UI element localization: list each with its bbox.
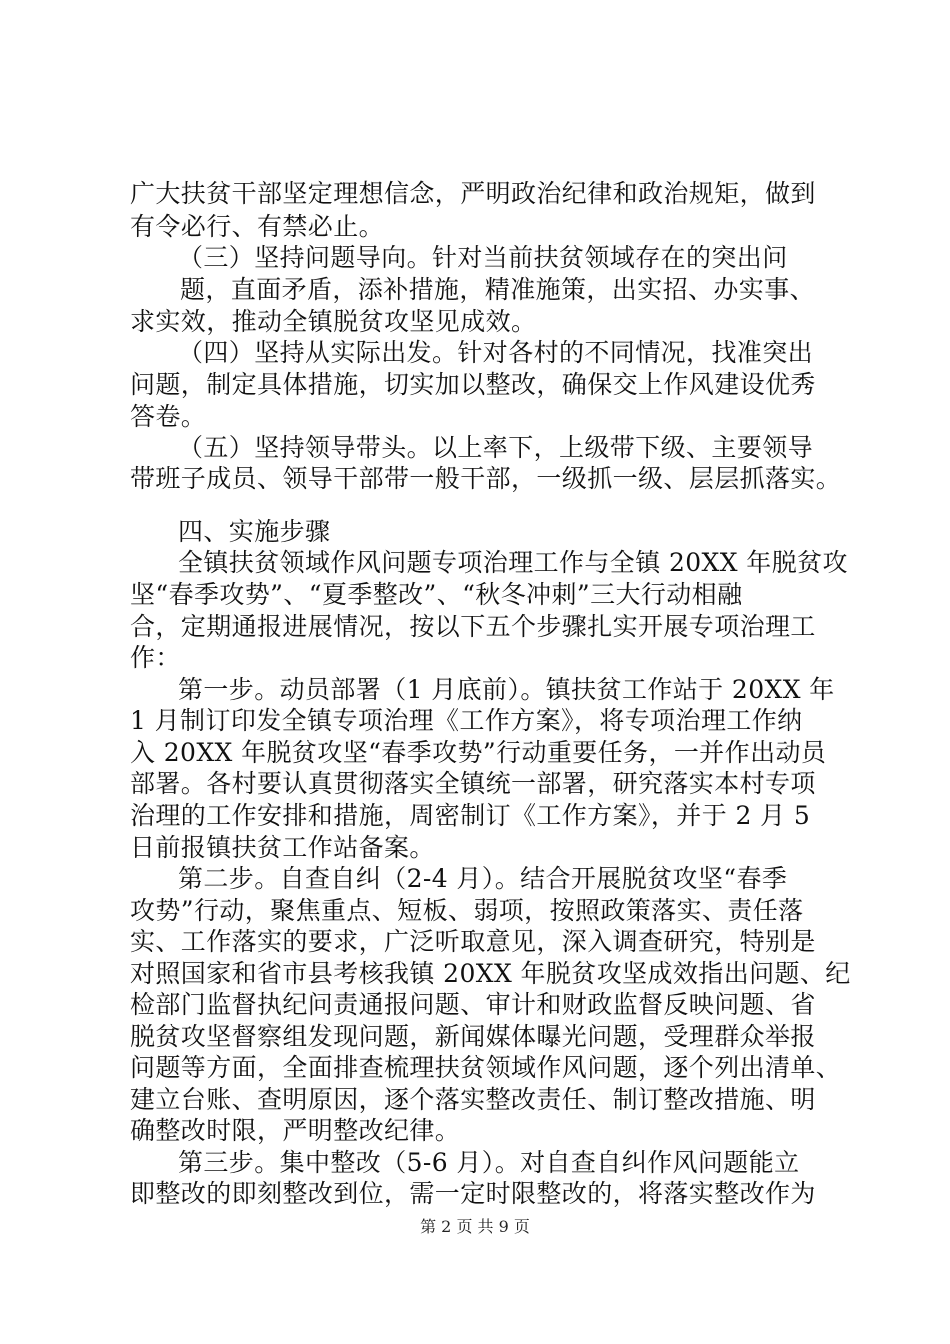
text-line: 脱贫攻坚督察组发现问题，新闻媒体曝光问题，受理群众举报 — [130, 1022, 816, 1051]
text-line: 第三步。集中整改（5-6 月）。对自查自纠作风问题能立 — [178, 1148, 800, 1177]
text-line: 治理的工作安排和措施，周密制订《工作方案》，并于 2 月 5 — [130, 801, 811, 830]
text-line: 全镇扶贫领域作风问题专项治理工作与全镇 20XX 年脱贫攻 — [178, 548, 848, 577]
text-line: （五）坚持领导带头。以上率下，上级带下级、主要领导 — [178, 433, 814, 462]
text-line: 1 月制订印发全镇专项治理《工作方案》，将专项治理工作纳 — [130, 706, 803, 735]
text-line: 检部门监督执纪问责通报问题、审计和财政监督反映问题、省 — [130, 990, 816, 1019]
text-line: 第二步。自查自纠（2-4 月）。结合开展脱贫攻坚“春季 — [178, 864, 788, 893]
text-line: （三）坚持问题导向。针对当前扶贫领域存在的突出问 — [178, 243, 788, 272]
section-heading: 四、实施步骤 — [178, 517, 331, 546]
text-line: 即整改的即刻整改到位，需一定时限整改的，将落实整改作为 — [130, 1179, 816, 1208]
text-line: 日前报镇扶贫工作站备案。 — [130, 833, 435, 862]
text-line: 合，定期通报进展情况，按以下五个步骤扎实开展专项治理工 — [130, 612, 816, 641]
text-line: 入 20XX 年脱贫攻坚“春季攻势”行动重要任务，一并作出动员 — [130, 738, 827, 767]
text-line: 广大扶贫干部坚定理想信念，严明政治纪律和政治规矩，做到 — [130, 179, 816, 208]
text-line: 建立台账、查明原因，逐个落实整改责任、制订整改措施、明 — [130, 1085, 816, 1114]
text-line: 答卷。 — [130, 402, 207, 431]
text-line: 实、工作落实的要求，广泛听取意见，深入调查研究，特别是 — [130, 927, 816, 956]
text-line: 问题，制定具体措施，切实加以整改，确保交上作风建设优秀 — [130, 370, 816, 399]
text-line: 对照国家和省市县考核我镇 20XX 年脱贫攻坚成效指出问题、纪 — [130, 959, 851, 988]
text-line: 部署。各村要认真贯彻落实全镇统一部署，研究落实本村专项 — [130, 769, 816, 798]
text-line: 第一步。动员部署（1 月底前）。镇扶贫工作站于 20XX 年 — [178, 675, 835, 704]
text-line: 问题等方面，全面排查梳理扶贫领域作风问题，逐个列出清单、 — [130, 1053, 842, 1082]
text-line: 带班子成员、领导干部带一般干部，一级抓一级、层层抓落实。 — [130, 464, 842, 493]
text-line: 求实效，推动全镇脱贫攻坚见成效。 — [130, 307, 537, 336]
text-line: 确整改时限，严明整改纪律。 — [130, 1116, 461, 1145]
text-line: 作： — [130, 643, 181, 672]
text-line: 题，直面矛盾，添补措施，精准施策，出实招、办实事、 — [180, 275, 816, 304]
text-line: 坚“春季攻势”、“夏季整改”、“秋冬冲刺”三大行动相融 — [130, 580, 743, 609]
text-line: 有令必行、有禁必止。 — [130, 212, 385, 241]
text-line: （四）坚持从实际出发。针对各村的不同情况，找准突出 — [178, 338, 814, 367]
page-number: 第 2 页 共 9 页 — [420, 1217, 530, 1236]
text-line: 攻势”行动，聚焦重点、短板、弱项，按照政策落实、责任落 — [130, 896, 804, 925]
